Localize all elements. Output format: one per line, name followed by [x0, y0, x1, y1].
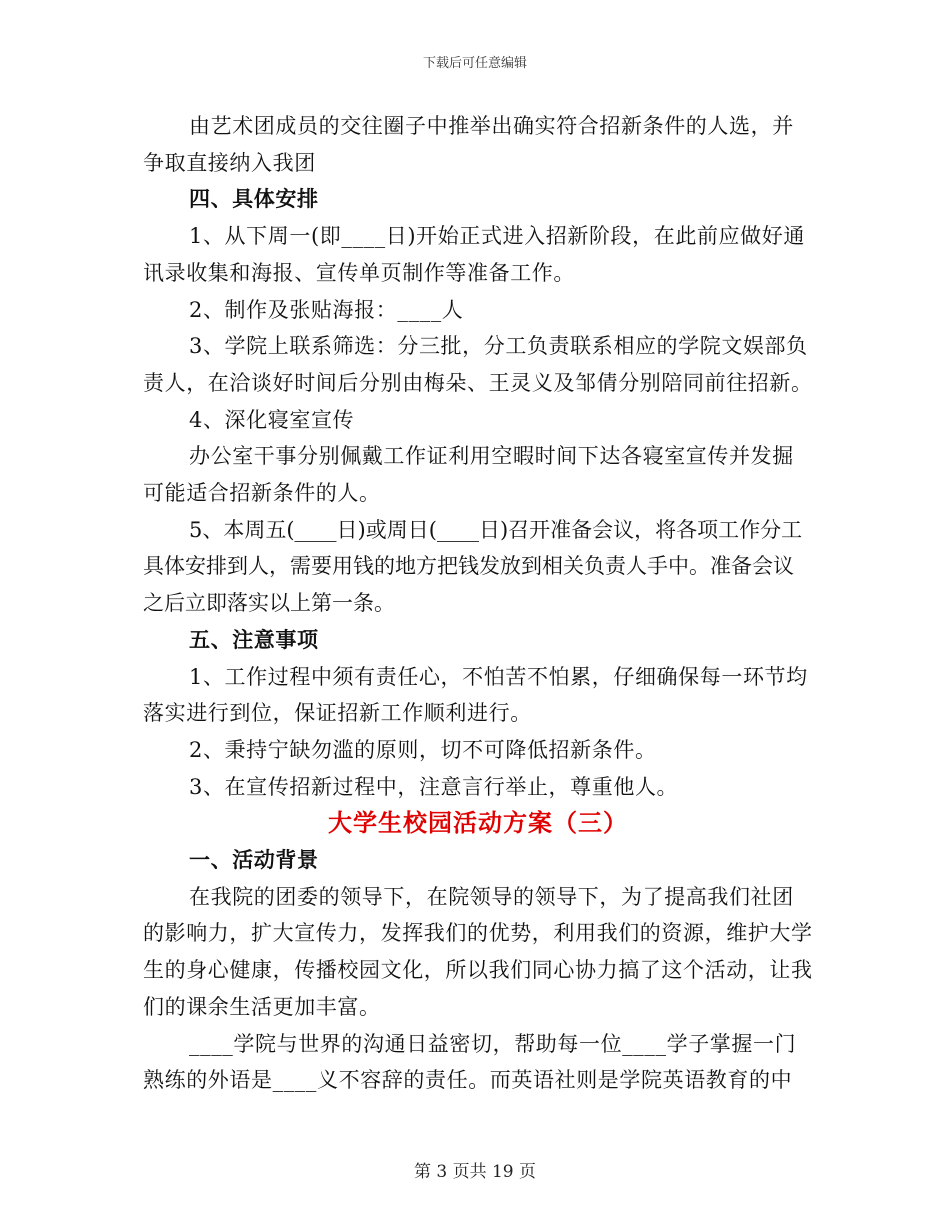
section-heading: 四、具体安排 [189, 186, 319, 212]
paragraph: 1、从下周一(即____日)开始正式进入招新阶段，在此前应做好通讯录收集和海报、宣传单页制作等准备工作。 [143, 224, 805, 285]
document-title: 大学生校园活动方案（三） [328, 808, 628, 838]
paragraph: 1、工作过程中须有责任心，不怕苦不怕累，仔细确保每一环节均落实进行到位，保证招新工作顺利进行。 [143, 664, 808, 726]
paragraph: 3、在宣传招新过程中，注意言行举止，尊重他人。 [189, 774, 679, 799]
paragraph: ____学院与世界的沟通日益密切，帮助每一位____学子掌握一门熟练的外语是____义不容辞的责任。而英语社则是学院英语教育的中 [143, 1031, 797, 1093]
paragraph: 在我院的团委的领导下，在院领导的领导下，为了提高我们社团的影响力，扩大宣传力，发挥我们的优势，利用我们的资源，维护大学生的身心健康，传播校园文化，所以我们同心协力搞了这个活动，让我们的课余生活更加丰富。 [143, 884, 813, 1019]
paragraph: 2、制作及张贴海报：____人 [189, 297, 464, 322]
section-heading: 五、注意事项 [189, 626, 319, 652]
paragraph: 3、学院上联系筛选：分三批，分工负责联系相应的学院文娱部负责人，在洽谈好时间后分别由梅朵、王灵义及邹倩分别陪同前往招新。 [143, 334, 813, 395]
paragraph: 2、秉持宁缺勿滥的原则，切不可降低招新条件。 [189, 737, 657, 762]
page-header: 下载后可任意编辑 [422, 56, 527, 71]
paragraph: 4、深化寝室宣传 [189, 407, 355, 432]
document-body [143, 108, 813, 1099]
paragraph: 办公室干事分别佩戴工作证利用空暇时间下达各寝室宣传并发掘可能适合招新条件的人。 [143, 444, 794, 506]
section-heading: 一、活动背景 [189, 847, 319, 873]
paragraph: 由艺术团成员的交往圈子中推举出确实符合招新条件的人选，并争取直接纳入我团 [143, 114, 794, 175]
page-footer: 第 3 页共 19 页 [413, 1162, 537, 1182]
paragraph: 5、本周五(____日)或周日(____日)召开准备会议，将各项工作分工具体安排到人，需要用钱的地方把钱发放到相关负责人手中。准备会议之后立即落实以上第一条。 [143, 517, 803, 616]
